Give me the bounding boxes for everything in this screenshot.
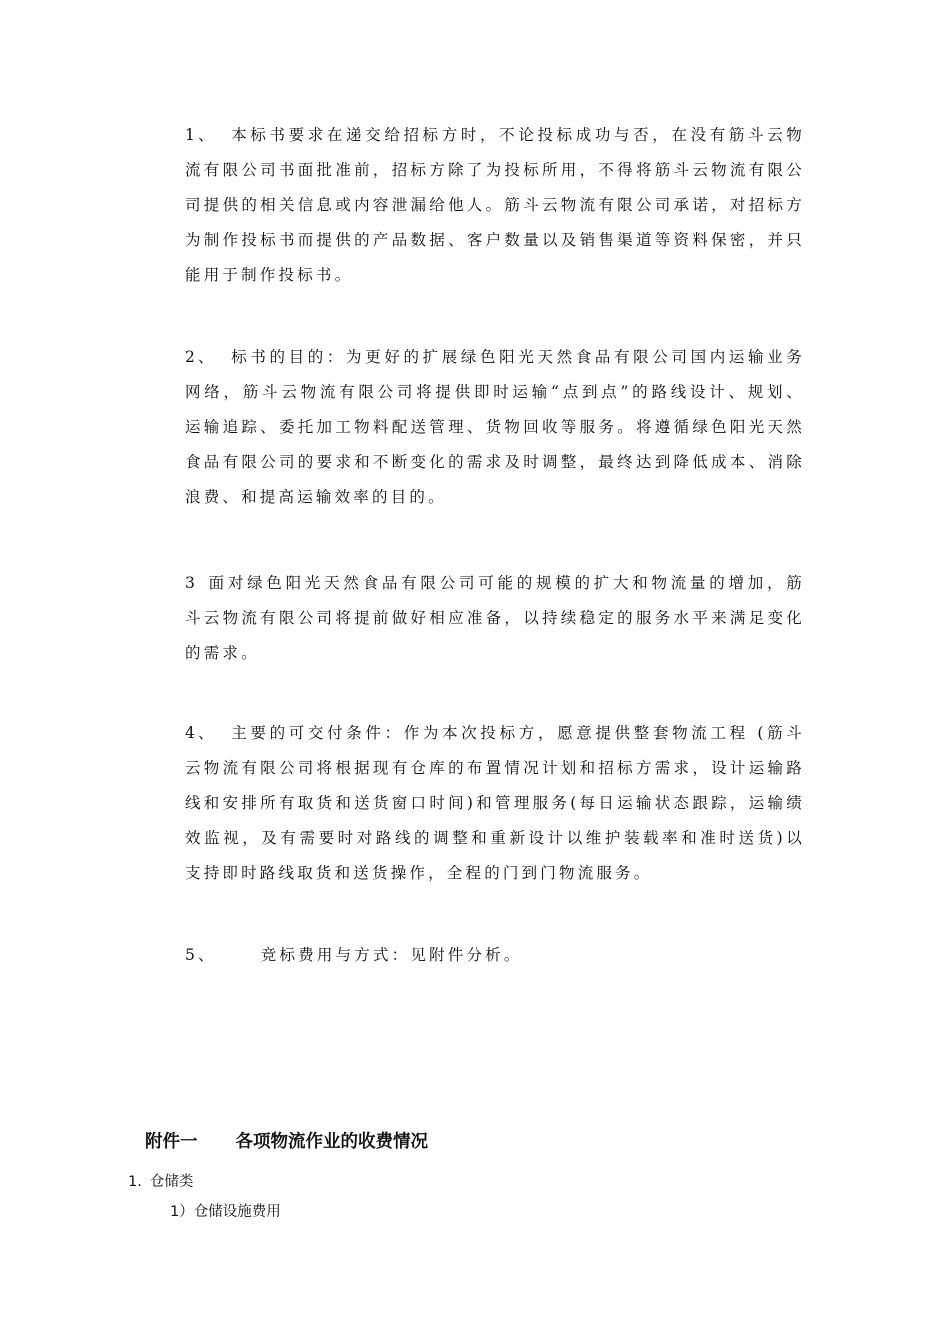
paragraph-4 (185, 716, 805, 891)
section-number: 1. (128, 1174, 142, 1190)
section-heading (128, 1170, 193, 1191)
section-label: 仓储类 (149, 1174, 194, 1190)
appendix-heading (145, 1128, 428, 1153)
paragraph-number: 1、 (185, 126, 217, 144)
paragraph-number: 5、 (185, 946, 217, 964)
paragraph-text: 面对绿色阳光天然食品有限公司可能的规模的扩大和物流量的增加，筋斗云物流有限公司将提前做好相应准备，以持续稳定的服务水平来满足变化的需求。 (185, 574, 805, 662)
paragraph-text: 主要的可交付条件：作为本次投标方，愿意提供整套物流工程 (筋斗云物流有限公司将根据现有仓库的布置情况计划和招标方需求，设计运输路线和安排所有取货和送货窗口时间)和管理服务(每日运输状态跟踪，运输绩效监视，及有需要时对路线的调整和重新设计以维护装载率和准时送货)以支持即时路线取货和送货操作，全程的门到门物流服务。 (185, 724, 805, 882)
paragraph-text: 竞标费用与方式：见附件分析。 (260, 946, 523, 964)
paragraph-1 (185, 118, 805, 293)
appendix-title: 各项物流作业的收费情况 (235, 1132, 428, 1152)
paragraph-text: 本标书要求在递交给招标方时，不论投标成功与否，在没有筋斗云物流有限公司书面批准前，招标方除了为投标所用，不得将筋斗云物流有限公司提供的相关信息或内容泄漏给他人。筋斗云物流有限公司承诺，对招标方为制作投标书而提供的产品数据、客户数量以及销售渠道等资料保密，并只能用于制作投标书。 (185, 126, 805, 284)
paragraph-number: 3 (185, 574, 199, 592)
paragraph-text: 标书的目的：为更好的扩展绿色阳光天然食品有限公司国内运输业务网络，筋斗云物流有限公司将提供即时运输“点到点”的路线设计、规划、运输追踪、委托加工物料配送管理、货物回收等服务。将遵循绿色阳光天然食品有限公司的要求和不断变化的需求及时调整，最终达到降低成本、消除浪费、和提高运输效率的目的。 (185, 348, 805, 506)
paragraph-2 (185, 340, 805, 515)
appendix-label: 附件一 (145, 1132, 198, 1152)
subsection-heading (170, 1200, 281, 1221)
paragraph-number: 2、 (185, 348, 217, 366)
paragraph-5 (185, 938, 805, 973)
paragraph-3 (185, 566, 805, 671)
subsection-label: 1）仓储设施费用 (170, 1204, 281, 1220)
paragraph-number: 4、 (185, 724, 217, 742)
